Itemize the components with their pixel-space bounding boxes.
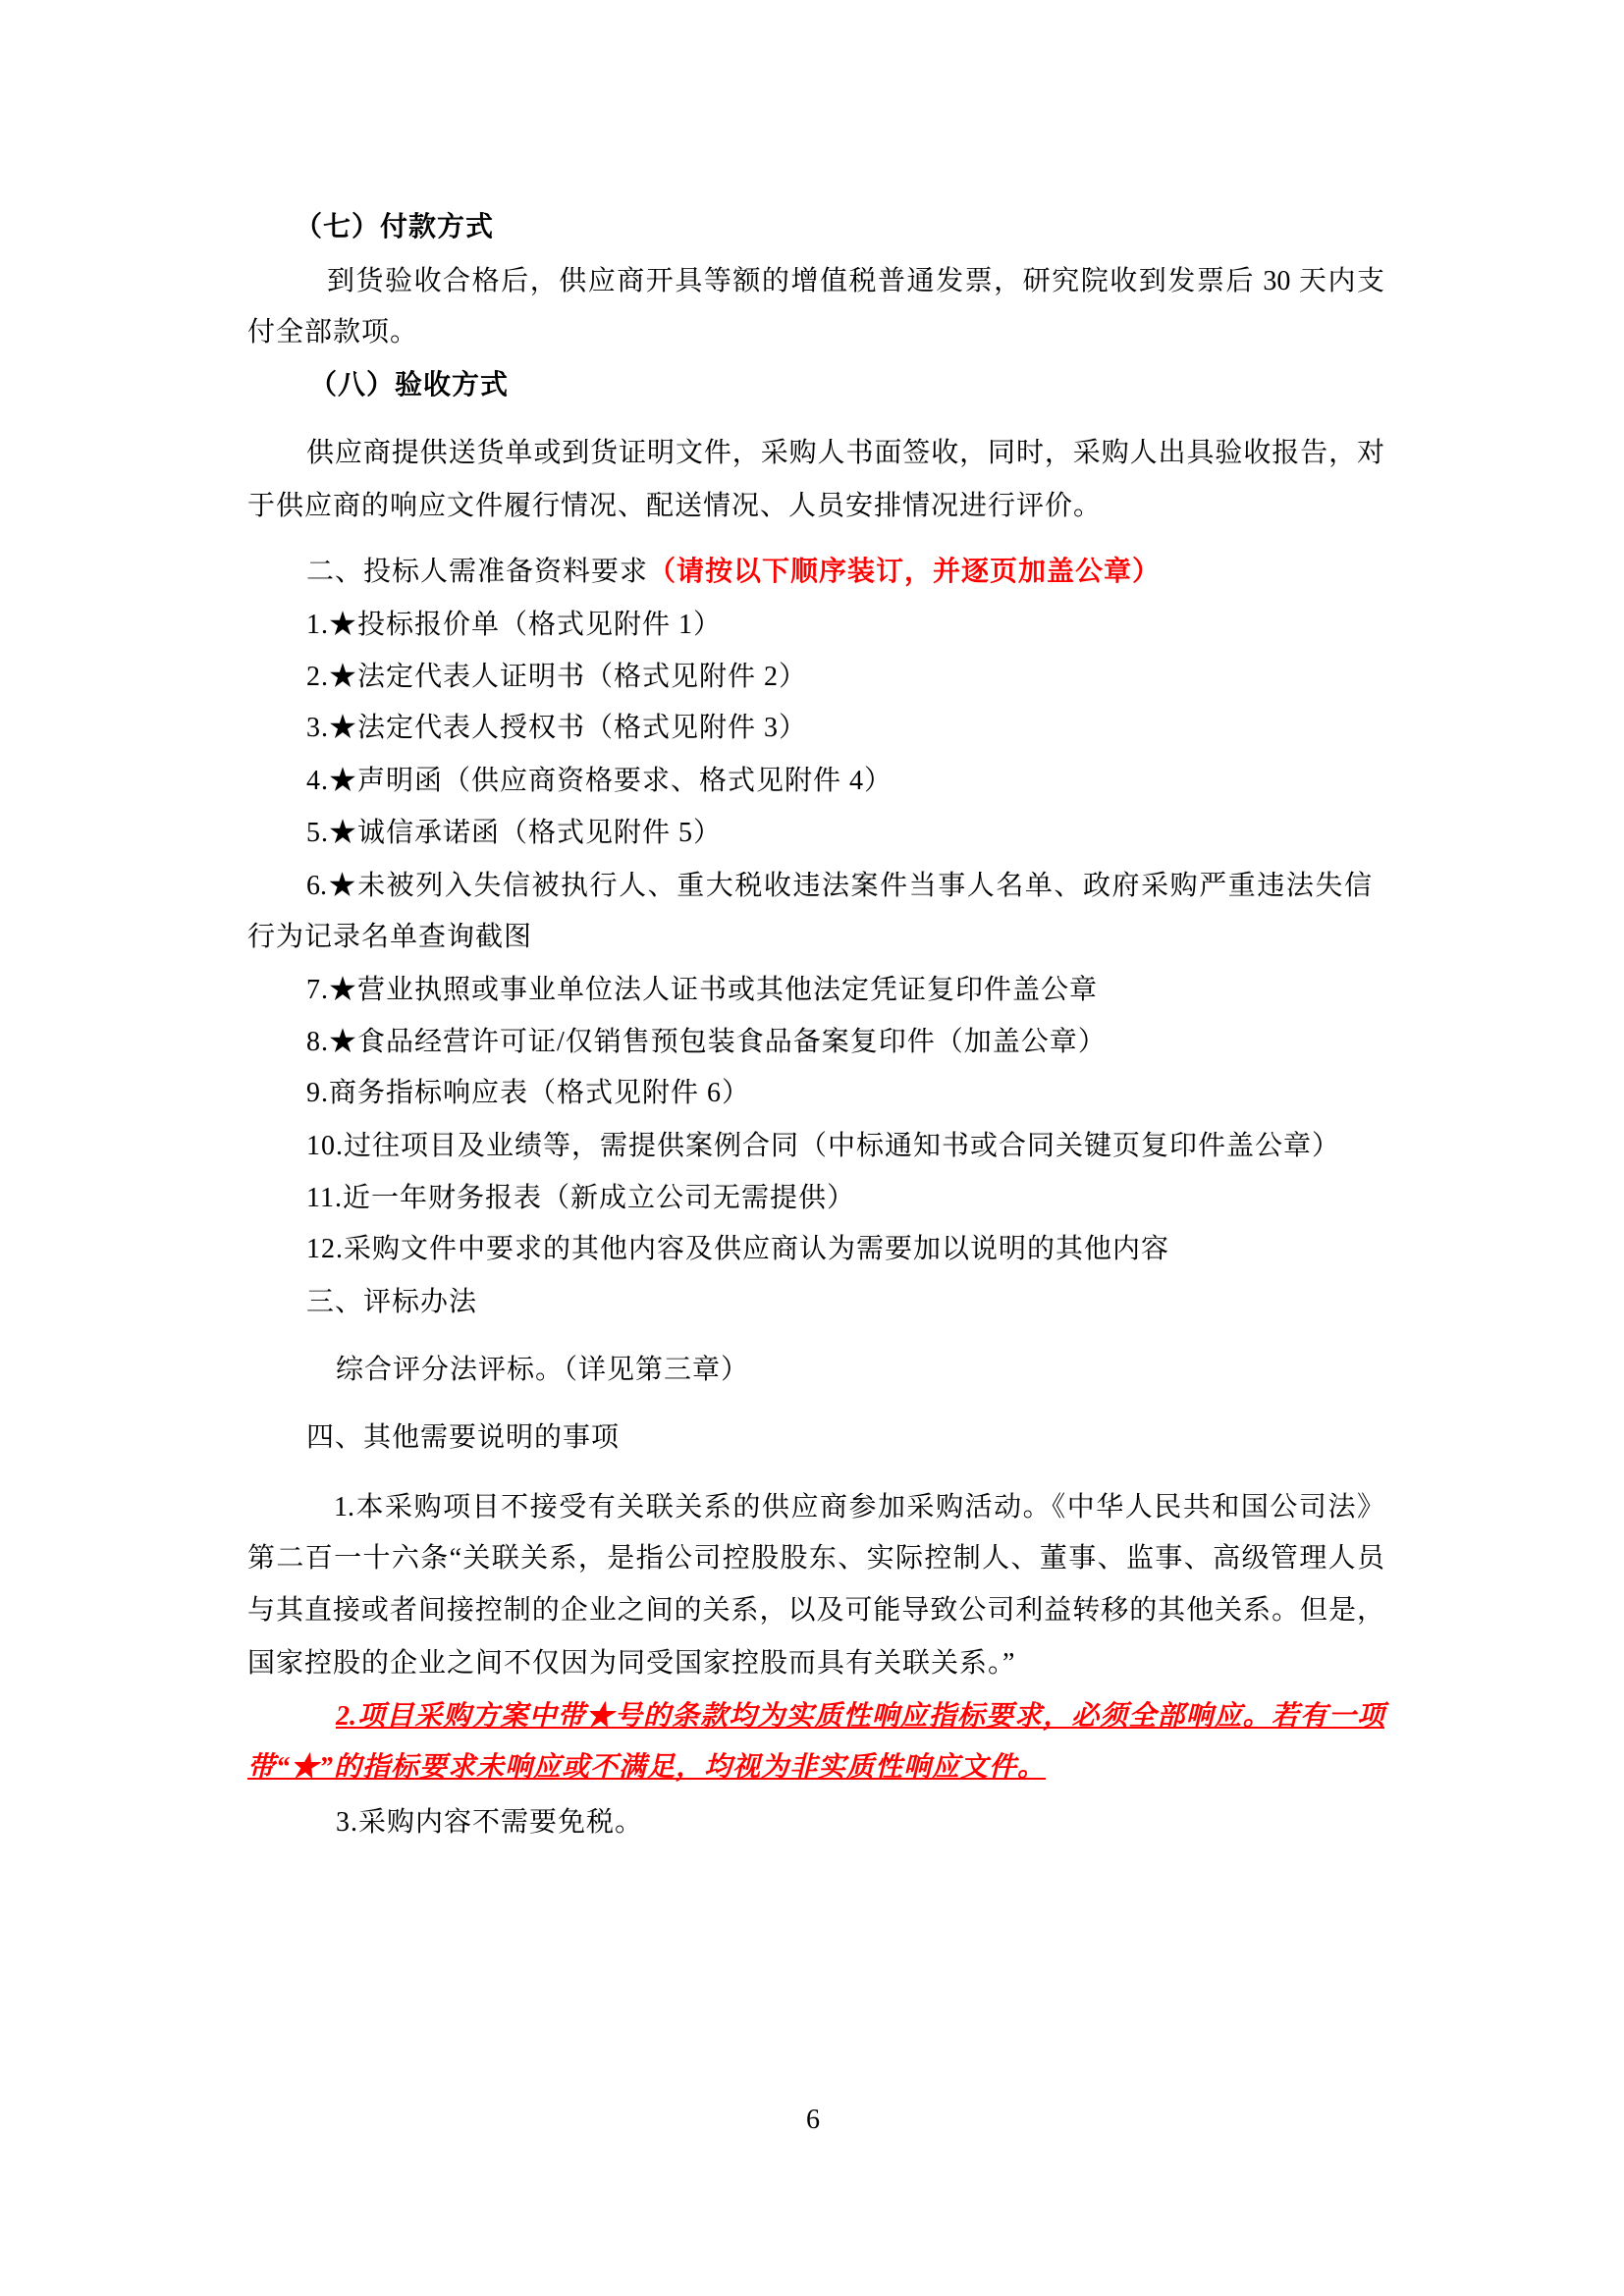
- other-matters-item3: 3.采购内容不需要免税。: [336, 1807, 644, 1838]
- other-matters-item1-line: 国家控股的企业之间不仅因为同受国家控股而具有关联关系。”: [247, 1648, 1016, 1679]
- bid-materials-heading-text: 二、投标人需准备资料要求: [306, 557, 649, 587]
- list-item-continuation: 行为记录名单查询截图: [247, 922, 533, 952]
- other-matters-item1-line: 1.本采购项目不接受有关联关系的供应商参加采购活动。《中华人民共和国公司法》: [334, 1492, 1384, 1522]
- list-item: 6.★未被列入失信被执行人、重大税收违法案件当事人名单、政府采购严重违法失信: [306, 871, 1372, 901]
- bid-materials-heading-note: （请按以下顺序装订，并逐页加盖公章）: [648, 557, 1162, 587]
- list-item: 4.★声明函（供应商资格要求、格式见附件 4）: [306, 766, 893, 796]
- list-item: 8.★食品经营许可证/仅销售预包装食品备案复印件（加盖公章）: [306, 1027, 1107, 1057]
- list-item: 3.★法定代表人授权书（格式见附件 3）: [306, 713, 808, 743]
- acceptance-text-line: 于供应商的响应文件履行情况、配送情况、人员安排情况进行评价。: [247, 491, 1103, 521]
- evaluation-text: 综合评分法评标。（详见第三章）: [336, 1355, 750, 1385]
- other-matters-item1-line: 第二百一十六条“关联关系，是指公司控股股东、实际控制人、董事、监事、高级管理人员: [247, 1543, 1384, 1574]
- list-item: 1.★投标报价单（格式见附件 1）: [306, 610, 723, 640]
- payment-text-line: 到货验收合格后，供应商开具等额的增值税普通发票，研究院收到发票后 30 天内支: [327, 266, 1384, 296]
- list-item: 2.★法定代表人证明书（格式见附件 2）: [306, 662, 808, 692]
- list-item: 10.过往项目及业绩等，需提供案例合同（中标通知书或合同关键页复印件盖公章）: [306, 1131, 1341, 1161]
- payment-heading: （七）付款方式: [295, 212, 495, 242]
- acceptance-heading: （八）验收方式: [309, 370, 510, 400]
- other-matters-item1-line: 与其直接或者间接控制的企业之间的关系，以及可能导致公司利益转移的其他关系。但是，: [247, 1595, 1384, 1626]
- list-item: 11.近一年财务报表（新成立公司无需提供）: [306, 1183, 855, 1213]
- list-item: 9.商务指标响应表（格式见附件 6）: [306, 1078, 751, 1108]
- other-matters-item2-line: 带“★”的指标要求未响应或不满足，均视为非实质性响应文件。: [247, 1752, 1047, 1783]
- other-matters-heading: 四、其他需要说明的事项: [306, 1422, 621, 1453]
- bid-materials-heading: [306, 553, 1161, 592]
- list-item: 12.采购文件中要求的其他内容及供应商认为需要加以说明的其他内容: [306, 1234, 1170, 1264]
- page-number: 6: [806, 2105, 820, 2135]
- evaluation-heading: 三、评标办法: [306, 1287, 478, 1317]
- acceptance-text-line: 供应商提供送货单或到货证明文件，采购人书面签收，同时，采购人出具验收报告，对: [306, 438, 1384, 468]
- other-matters-item2-line: 2.项目采购方案中带★号的条款均为实质性响应指标要求，必须全部响应。若有一项: [336, 1701, 1384, 1732]
- list-item: 7.★营业执照或事业单位法人证书或其他法定凭证复印件盖公章: [306, 975, 1099, 1005]
- list-item: 5.★诚信承诺函（格式见附件 5）: [306, 818, 723, 848]
- payment-text-line: 付全部款项。: [247, 317, 419, 347]
